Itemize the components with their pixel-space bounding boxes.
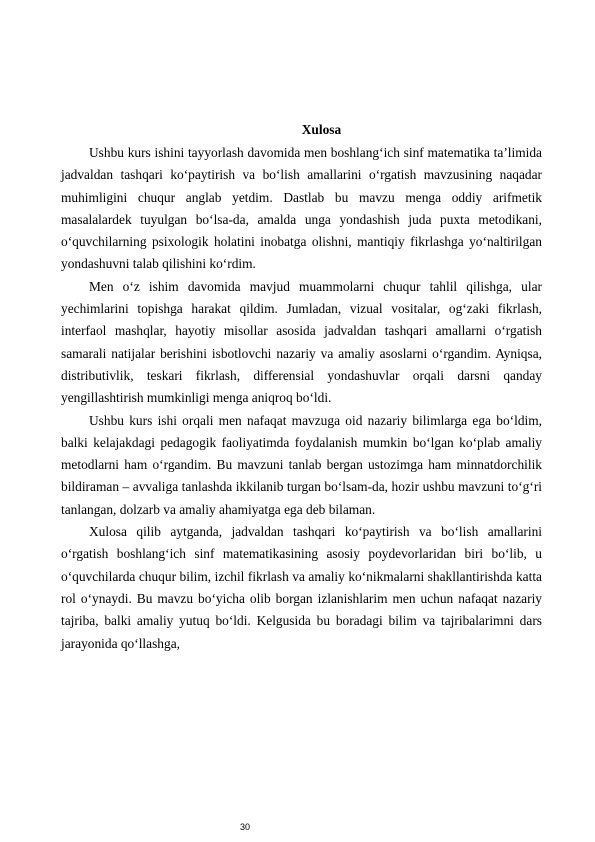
paragraph-2: Men o‘z ishim davomida mavjud muammolarni chuqur tahlil qilishga, ular yechimlarini topishga harakat qildim. Jumladan, vizual vositalar, og‘zaki fikrlash, interfaol mashqlar, hayotiy misollar asosida jadvaldan tashqari amallarni o‘rgatish samarali natijalar berishini isbotlovchi nazariy va amaliy asoslarni o‘rgandim. Ayniqsa, distributivlik, teskari fikrlash, differensial yondashuvlar orqali darsni qanday yengillashtirish mumkinligi menga aniqroq bo‘ldi. xyxy=(61,278,542,406)
page-number: 30 xyxy=(239,822,250,832)
paragraph-3: Ushbu kurs ishi orqali men nafaqat mavzuga oid nazariy bilimlarga ega bo‘ldim, balki kelajakdagi pedagogik faoliyatimda foydalanish mumkin bo‘lgan ko‘plab amaliy metodlarni ham o‘rgandim. Bu mavzuni tanlab bergan ustozimga ham minnatdorchilik bildiraman – avvaliga tanlashda ikkilanib turgan bo‘lsam-da, hozir ushbu mavzuni to‘g‘ri tanlangan, dolzarb va amaliy ahamiyatga ega deb bilaman. xyxy=(61,412,542,517)
section-heading: Xulosa xyxy=(301,122,342,137)
paragraph-1: Ushbu kurs ishini tayyorlash davomida men boshlang‘ich sinf matematika ta’limida jadvaldan tashqari ko‘paytirish va bo‘lish amallarini o‘rgatish mavzusining naqadar muhimligini chuqur anglab yetdim. Dastlab bu mavzu menga oddiy arifmetik masalalardek tuyulgan bo‘lsa-da, amalda unga yondashish juda puxta metodikani, o‘quvchilarning psixologik holatini inobatga olishni, mantiqiy fikrlashga yo‘naltirilgan yondashuvni talab qilishini ko‘rdim. xyxy=(61,145,542,272)
body-text xyxy=(61,142,542,655)
paragraph-4: Xulosa qilib aytganda, jadvaldan tashqari ko‘paytirish va bo‘lish amallarini o‘rgatish boshlang‘ich sinf matematikasining asosiy poydevorlaridan biri bo‘lib, u o‘quvchilarda chuqur bilim, izchil fikrlash va amaliy ko‘nikmalarni shakllantirishda katta rol o‘ynaydi. Bu mavzu bo‘yicha olib borgan izlanishlarim men uchun nafaqat nazariy tajriba, balki amaliy yutuq bo‘ldi. Kelgusida bu boradagi bilim va tajribalarimni dars jarayonida qo‘llashga, xyxy=(61,524,542,651)
